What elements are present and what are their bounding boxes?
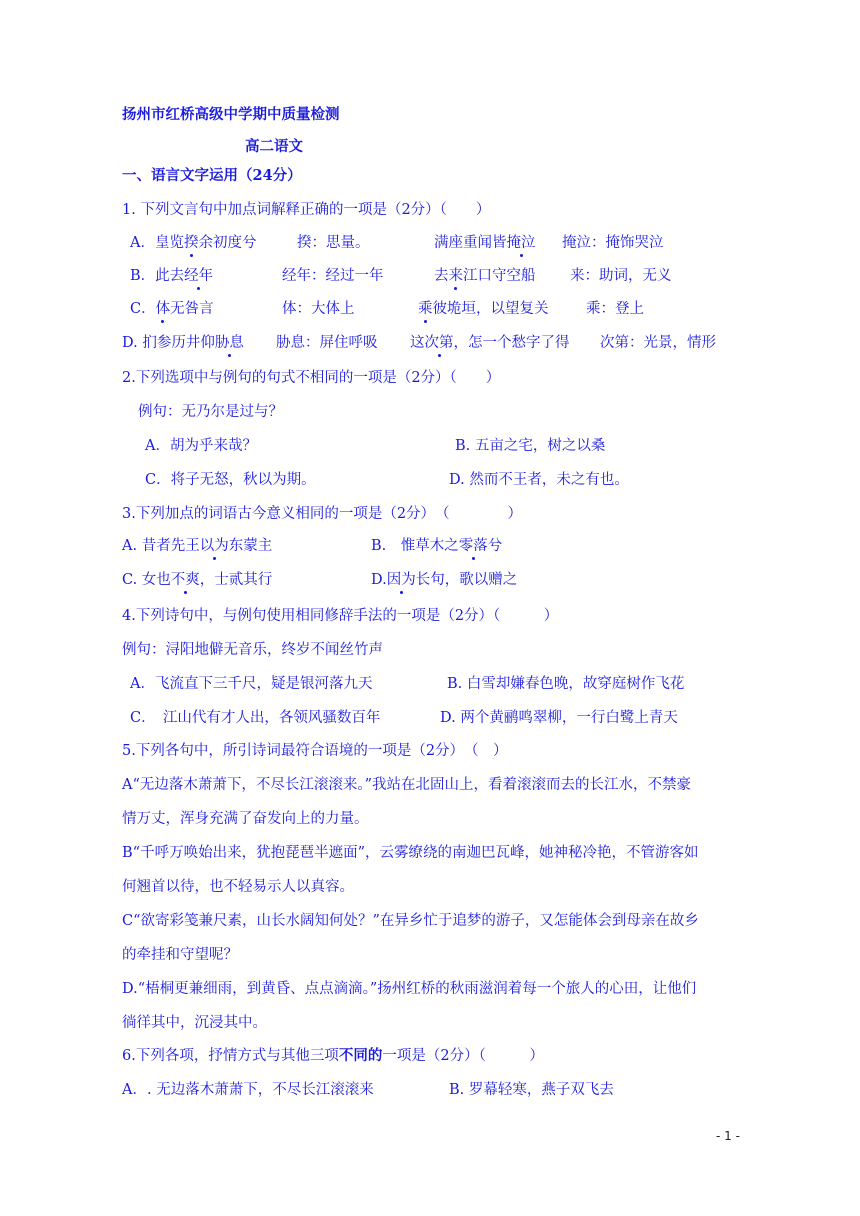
- q5-option-c-line1: C“欲寄彩笺兼尺素，山长水阔知何处？”在异乡忙于追梦的游子，又怎能体会到母亲在故乡: [122, 913, 699, 929]
- q1-d-c-dotted-word: 次第: [424, 335, 454, 351]
- q5-option-b-line2: 何翘首以待，也不轻易示人以真容。: [122, 879, 354, 895]
- q6-stem-pre: 6.下列各项，抒情方式与其他三项: [122, 1048, 339, 1064]
- q1-a-c-dotted-word: 掩泣: [506, 235, 536, 251]
- q1-a-c-gloss: 掩泣：掩饰哭泣: [562, 235, 664, 251]
- q6-option-a: A．. 无边落木萧萧下，不尽长江滚滚来: [122, 1082, 374, 1098]
- q5-option-d-line2: 徜徉其中，沉浸其中。: [122, 1015, 267, 1031]
- q1-c-c-tail: 彼垝垣，以望复关: [432, 301, 549, 317]
- q1-c-c-gloss: 乘：登上: [586, 301, 644, 317]
- subject-title: 高二语文: [245, 138, 303, 155]
- section-title: 一、语言文字运用（24分）: [122, 167, 302, 184]
- q1-c-label: C．: [130, 301, 156, 317]
- q3-option-b: [371, 536, 502, 556]
- q6-stem: [122, 1046, 544, 1066]
- page-number: - 1 -: [716, 1129, 740, 1143]
- q3-b-pre: B. 惟草木之: [371, 538, 459, 554]
- q1-d-c-tail: ，怎一个愁字了得: [453, 335, 570, 351]
- q5-option-d-line1: D.“梧桐更兼细雨，到黄昏、点点滴滴。”扬州红桥的秋雨滋润着每一个旅人的心田，让他们: [122, 981, 697, 997]
- q3-option-d: [371, 570, 517, 590]
- q1-d-label: D. 扪参历井仰: [122, 335, 215, 351]
- q3-d-pre: D.: [371, 572, 387, 588]
- q1-a-gloss: 揆：思量。: [297, 235, 370, 251]
- q3-a-tail: 东蒙主: [228, 538, 273, 554]
- q1-c-dotted-word: 体: [155, 301, 171, 317]
- q4-example: 例句：浔阳地僻无音乐，终岁不闻丝竹声: [122, 642, 383, 658]
- q1-a-tail: 余初度兮: [198, 235, 257, 251]
- q1-b-c-pre: 去: [434, 268, 449, 284]
- q3-b-tail: 兮: [487, 538, 503, 554]
- q1-d-dotted-word: 胁息: [214, 335, 244, 351]
- q2-option-b: B. 五亩之宅，树之以桑: [455, 438, 606, 454]
- q3-b-dotted-word: 零落: [458, 538, 488, 554]
- q6-stem-emphasis: 不同的: [338, 1047, 383, 1064]
- q4-option-b: B. 白雪却嫌春色晚，故穿庭树作飞花: [447, 676, 685, 692]
- q1-a-c-pre: 满座重闻皆: [434, 235, 507, 251]
- q4-option-d: D. 两个黄鹂鸣翠柳，一行白鹭上青天: [440, 710, 678, 726]
- q3-c-dotted-word: 不爽: [170, 572, 200, 588]
- q1-b-c-gloss: 来：助词，无义: [570, 268, 672, 284]
- q2-option-c: C．将子无怒，秋以为期。: [145, 472, 316, 488]
- q1-b-c-dotted-word: 来: [448, 268, 463, 284]
- q1-b-label: B．此去: [130, 268, 185, 284]
- q1-b-gloss: 经年：经过一年: [282, 268, 384, 284]
- q1-c-c-dotted-word: 乘: [418, 301, 433, 317]
- q3-option-a: [122, 536, 272, 556]
- q1-a-dotted-word: 揆: [183, 235, 199, 251]
- q2-option-a: A．胡为乎来哉？: [145, 438, 257, 454]
- q1-d-c-pre: 这: [410, 335, 425, 351]
- q3-a-dotted-word: 以为: [199, 538, 229, 554]
- q4-stem: 4.下列诗句中，与例句使用相同修辞手法的一项是（2分）（ ）: [122, 608, 559, 624]
- q5-stem: 5.下列各句中，所引诗词最符合语境的一项是（2分） （ ）: [122, 743, 508, 759]
- q5-option-b-line1: B“千呼万唤始出来，犹抱琵琶半遮面”，云雾缭绕的南迦巴瓦峰，她神秘冷艳，不管游客如: [122, 845, 699, 861]
- q4-option-a: A．飞流直下三千尺，疑是银河落九天: [130, 676, 373, 692]
- q6-option-b: B. 罗幕轻寒，燕子双飞去: [449, 1082, 614, 1098]
- q3-d-tail: 长句，歌以赠之: [415, 572, 518, 588]
- school-title: 扬州市红桥高级中学期中质量检测: [122, 106, 340, 123]
- q4-option-c: C． 江山代有才人出，各领风骚数百年: [130, 710, 381, 726]
- q5-option-a-line1: A“无边落木萧萧下，不尽长江滚滚来。”我站在北固山上，看着滚滚而去的长江水，不禁豪: [122, 777, 692, 793]
- q6-stem-post: 一项是（2分）（ ）: [382, 1048, 544, 1064]
- q1-d-gloss: 胁息：屏住呼吸: [276, 335, 378, 351]
- q3-d-dotted-word: 因为: [386, 572, 416, 588]
- q1-c-tail: 无咎言: [170, 301, 214, 317]
- q3-a-pre: A. 昔者先王: [122, 538, 200, 554]
- q1-a-label: A．皇览: [130, 235, 184, 251]
- q2-example: 例句：无乃尔是过与？: [138, 404, 283, 420]
- q1-option-c: [130, 299, 730, 321]
- q2-stem: 2.下列选项中与例句的句式不相同的一项是（2分）（ ）: [122, 370, 501, 386]
- q5-option-c-line2: 的牵挂和守望呢？: [122, 947, 238, 963]
- q3-c-tail: ，士贰其行: [199, 572, 273, 588]
- q1-b-dotted-word: 经年: [184, 268, 214, 284]
- q1-d-c-gloss: 次第：光景，情形: [600, 335, 716, 351]
- q1-b-c-tail: 江口守空船: [463, 268, 536, 284]
- q3-option-c: [122, 570, 272, 590]
- q1-option-d: [122, 333, 742, 355]
- q3-stem: 3.下列加点的词语古今意义相同的一项是（2分） （ ）: [122, 506, 523, 522]
- q3-c-pre: C. 女也: [122, 572, 171, 588]
- q5-option-a-line2: 情万丈，浑身充满了奋发向上的力量。: [122, 811, 369, 827]
- q1-option-b: [130, 266, 730, 288]
- q2-option-d: D. 然而不王者，未之有也。: [449, 472, 629, 488]
- q1-c-gloss: 体：大体上: [282, 301, 355, 317]
- q1-option-a: [130, 233, 730, 255]
- q1-stem: 1. 下列文言句中加点词解释正确的一项是（2分）（ ）: [122, 202, 491, 218]
